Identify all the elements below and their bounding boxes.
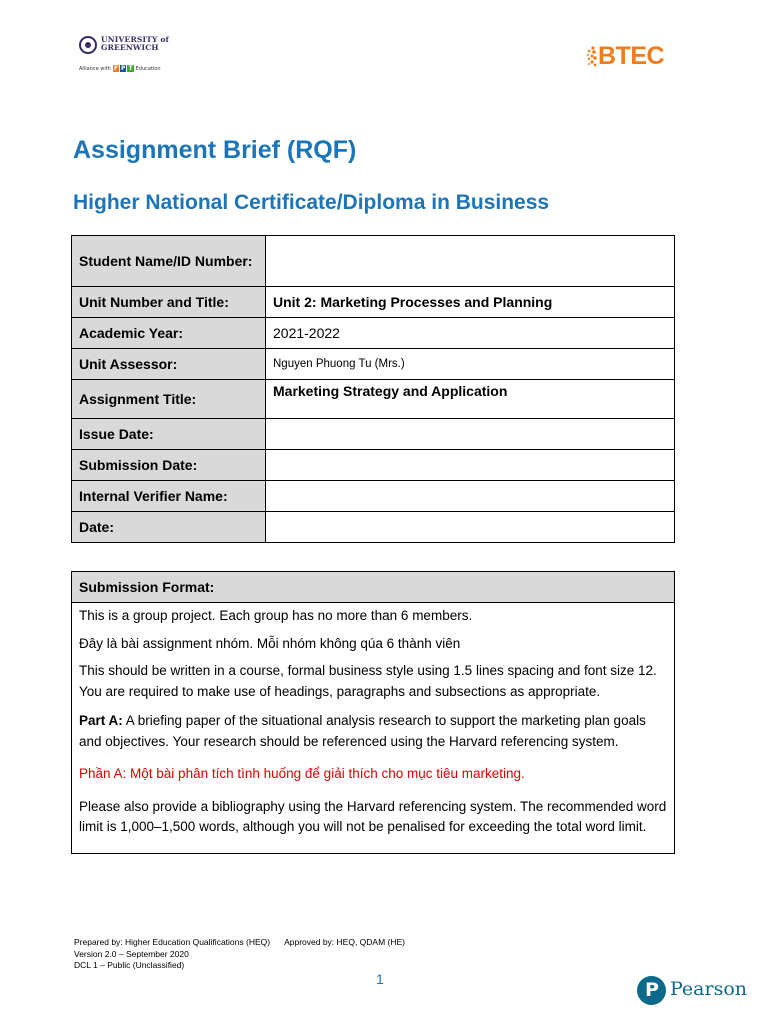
prepared-by: Prepared by: Higher Education Qualifications (HEQ) <box>74 937 271 947</box>
academic-year-label: Academic Year: <box>72 318 266 349</box>
date-label: Date: <box>72 512 266 543</box>
table-row <box>72 419 675 450</box>
part-a-description-vi: Phần A: Một bài phân tích tình huống để giải thích cho mục tiêu marketing. <box>79 766 525 781</box>
btec-wordmark: BTEC <box>598 42 665 70</box>
student-name-value[interactable] <box>266 236 675 287</box>
approved-by: Approved by: HEQ, QDAM (HE) <box>284 937 405 947</box>
unit-number-value: Unit 2: Marketing Processes and Planning <box>266 287 675 318</box>
issue-date-value[interactable] <box>266 419 675 450</box>
table-row <box>72 481 675 512</box>
table-row <box>72 380 675 419</box>
unit-assessor-label: Unit Assessor: <box>72 349 266 380</box>
academic-year-value: 2021-2022 <box>266 318 675 349</box>
assignment-title-value: Marketing Strategy and Application <box>266 380 675 419</box>
pearson-p-icon: P <box>637 976 666 1005</box>
table-row <box>72 236 675 287</box>
submission-format-heading: Submission Format: <box>72 572 675 603</box>
assignment-info-table <box>71 235 675 543</box>
unit-assessor-value: Nguyen Phuong Tu (Mrs.) <box>266 349 675 380</box>
university-name: UNIVERSITY of GREENWICH <box>101 35 169 52</box>
btec-logo <box>584 42 684 72</box>
student-name-label: Student Name/ID Number: <box>72 236 266 287</box>
formatting-instructions: This should be written in a course, formal business style using 1.5 lines spacing and font size 12. You are required to make use of headings, paragraphs and subsections as appropriate. <box>79 663 657 699</box>
submission-date-label: Submission Date: <box>72 450 266 481</box>
date-value[interactable] <box>266 512 675 543</box>
part-a-description: Part A: A briefing paper of the situational analysis research to support the marketing plan goals and objectives. Your research should be referenced using the Harvard referencing system. <box>79 713 646 749</box>
submission-date-value[interactable] <box>266 450 675 481</box>
alliance-line: Alliance with F P T Education <box>79 65 161 72</box>
internal-verifier-label: Internal Verifier Name: <box>72 481 266 512</box>
unit-number-label: Unit Number and Title: <box>72 287 266 318</box>
classification-text: DCL 1 – Public (Unclassified) <box>74 960 185 970</box>
pearson-wordmark: Pearson <box>670 978 748 1000</box>
submission-format-box <box>71 571 675 854</box>
page-title: Assignment Brief (RQF) <box>73 136 357 164</box>
internal-verifier-value[interactable] <box>266 481 675 512</box>
table-row <box>72 349 675 380</box>
table-row <box>72 450 675 481</box>
page-number: 1 <box>376 971 384 987</box>
pearson-logo <box>637 976 749 1008</box>
btec-dots-icon <box>584 45 598 69</box>
table-row <box>72 512 675 543</box>
university-of-greenwich-logo <box>79 34 174 78</box>
issue-date-label: Issue Date: <box>72 419 266 450</box>
greenwich-crest-icon <box>79 36 97 54</box>
table-row <box>72 287 675 318</box>
version-text: Version 2.0 – September 2020 <box>74 948 189 959</box>
bibliography-instructions: Please also provide a bibliography using the Harvard referencing system. The recommended word limit is 1,000–1,500 words, although you will not be penalised for exceeding the total word limit. <box>79 798 667 834</box>
group-project-text-vi: Đây là bài assignment nhóm. Mỗi nhóm không qúa 6 thành viên <box>79 635 461 651</box>
part-a-label: Part A: <box>79 713 123 728</box>
submission-format-body <box>72 603 675 854</box>
assignment-title-label: Assignment Title: <box>72 380 266 419</box>
document-footer <box>74 937 405 972</box>
page-subtitle: Higher National Certificate/Diploma in Business <box>73 191 550 214</box>
group-project-text: This is a group project. Each group has no more than 6 members. <box>79 608 473 623</box>
table-row <box>72 318 675 349</box>
